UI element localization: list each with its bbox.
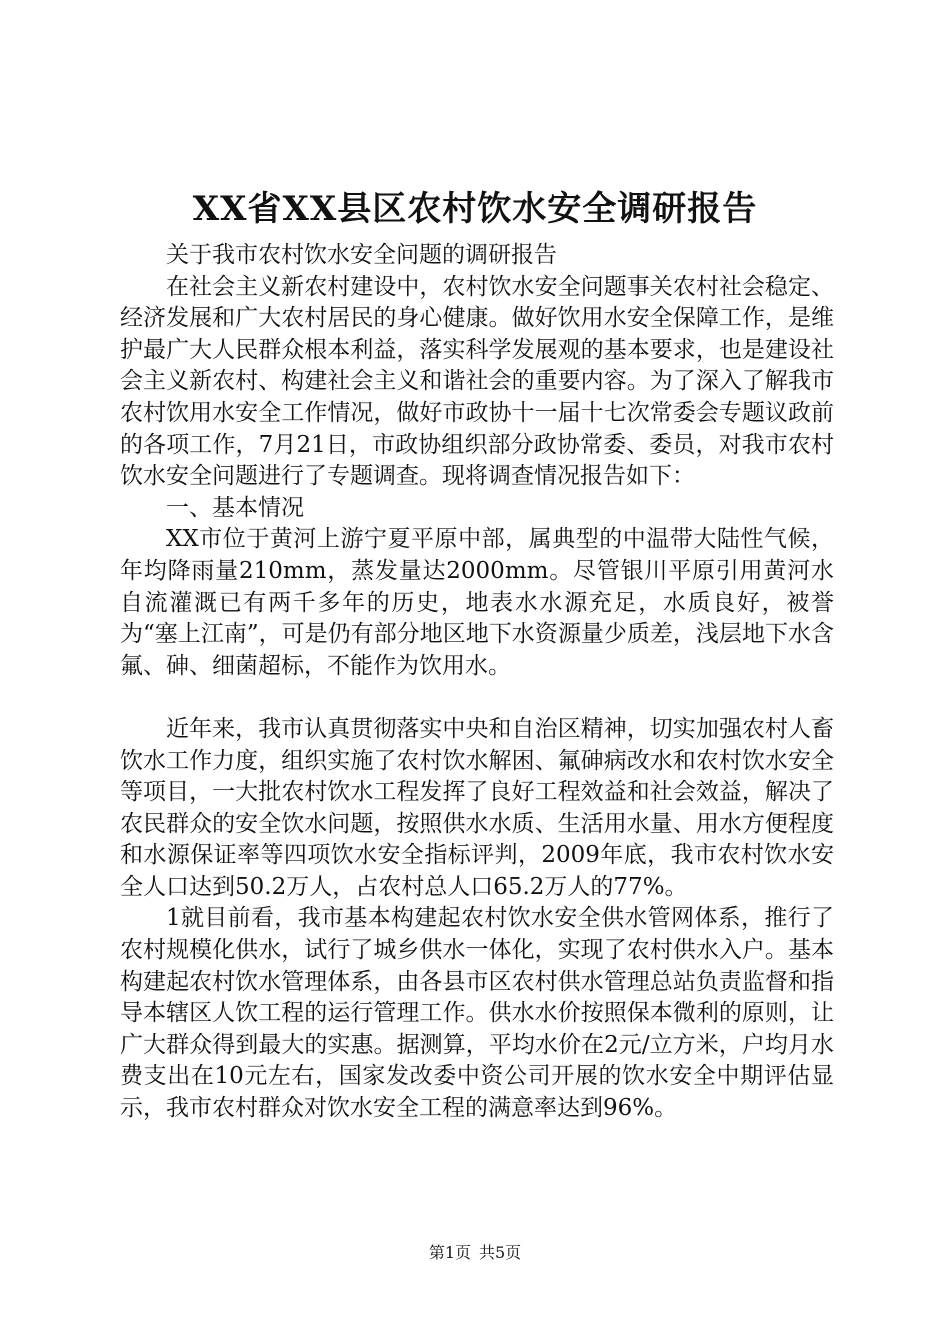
paragraph-geography: XX市位于黄河上游宁夏平原中部，属典型的中温带大陆性气候，年均降雨量210mm，蒸发量达2000mm。尽管银川平原引用黄河水自流灌溉已有两千多年的历史，地表水水源充足，水质良好，被誉为“塞上江南”，可是仍有部分地区地下水资源量少质差，浅层地下水含氟、砷、细菌超标，不能作为饮用水。 [120,526,834,679]
section-heading-basic-situation: 一、基本情况 [166,494,304,521]
intro-paragraph: 在社会主义新农村建设中，农村饮水安全问题事关农村社会稳定、经济发展和广大农村居民的身心健康。做好饮用水安全保障工作，是维护最广大人民群众根本利益，落实科学发展观的基本要求，也是建设社会主义新农村、构建社会主义和谐社会的重要内容。为了深入了解我市农村饮用水安全工作情况，做好市政协十一届十七次常委会专题议政前的各项工作，7月21日，市政协组织部分政协常委、委员，对我市农村饮水安全问题进行了专题调查。现将调查情况报告如下： [120,273,834,490]
page-number-current: 第1页 [428,1243,471,1262]
paragraph-recent-years: 近年来，我市认真贯彻落实中央和自治区精神，切实加强农村人畜饮水工作力度，组织实施了农村饮水解困、氟砷病改水和农村饮水安全等项目，一大批农村饮水工程发挥了良好工程效益和社会效益，解决了农民群众的安全饮水问题，按照供水水质、生活用水量、用水方便程度和水源保证率等四项饮水安全指标评判，2009年底，我市农村饮水安全人口达到50.2万人，占农村总人口65.2万人的77%。 [120,715,834,900]
paragraph-current-status: 1就目前看，我市基本构建起农村饮水安全供水管网体系，推行了农村规模化供水，试行了城乡供水一体化，实现了农村供水入户。基本构建起农村饮水管理体系，由各县市区农村供水管理总站负责监督和指导本辖区人饮工程的运行管理工作。供水水价按照保本微利的原则，让广大群众得到最大的实惠。据测算，平均水价在2元/立方米，户均月水费支出在10元左右，国家发改委中资公司开展的饮水安全中期评估显示，我市农村群众对饮水安全工程的满意率达到96%。 [120,905,834,1122]
paragraph-spacer [120,682,834,714]
report-subtitle: 关于我市农村饮水安全问题的调研报告 [166,242,557,268]
document-title: XX省XX县区农村饮水安全调研报告 [192,189,758,229]
page-number-total: 共5页 [479,1243,522,1262]
document-body [120,240,834,1125]
page-footer [0,1242,950,1264]
